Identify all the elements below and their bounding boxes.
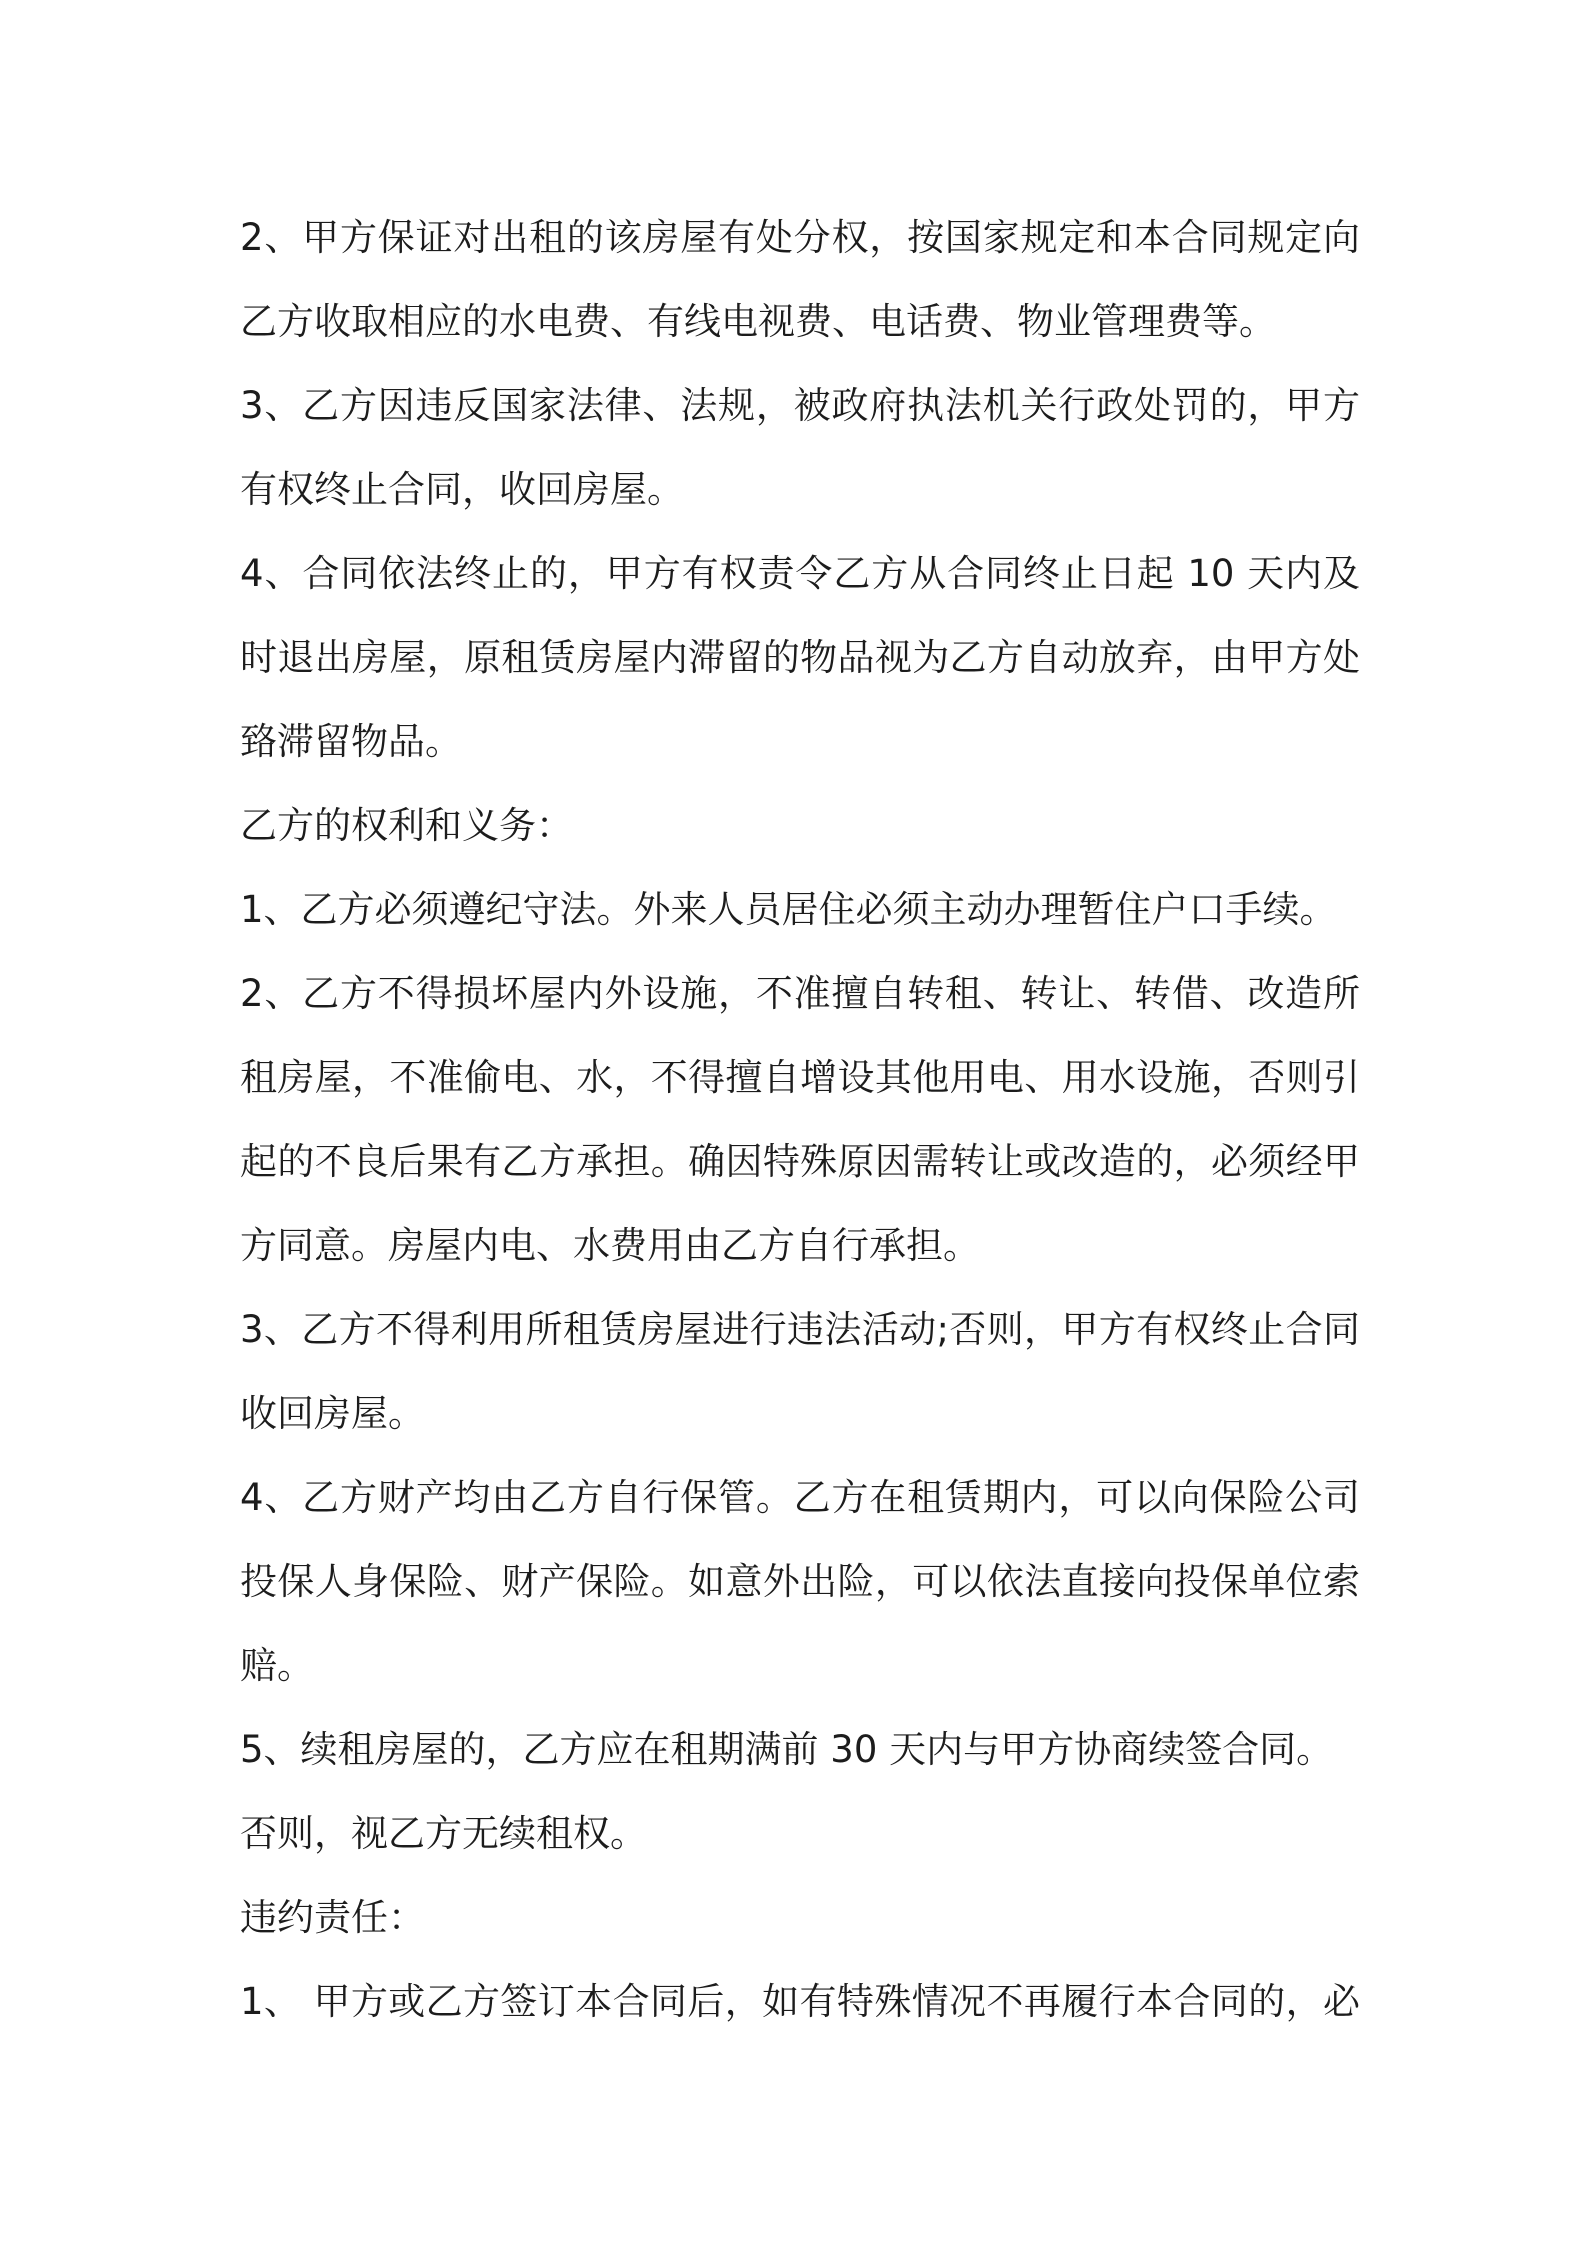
text-line: 有权终止合同，收回房屋。 (240, 468, 684, 511)
text-line: 3、乙方因违反国家法律、法规，被政府执法机关行政处罚的，甲方 (240, 384, 1360, 427)
text-line: 臵滞留物品。 (240, 720, 462, 763)
section-heading: 违约责任： (240, 1896, 425, 1939)
text-line: 2、乙方不得损坏屋内外设施，不准擅自转租、转让、转借、改造所 (240, 972, 1360, 1015)
text-line: 1、 甲方或乙方签订本合同后，如有特殊情况不再履行本合同的，必 (240, 1980, 1360, 2023)
text-line: 租房屋，不准偷电、水，不得擅自增设其他用电、用水设施，否则引 (240, 1056, 1360, 1099)
text-line: 起的不良后果有乙方承担。确因特殊原因需转让或改造的，必须经甲 (240, 1140, 1360, 1183)
text-line: 时退出房屋，原租赁房屋内滞留的物品视为乙方自动放弃，由甲方处 (240, 636, 1360, 679)
text-line: 4、合同依法终止的，甲方有权责令乙方从合同终止日起 10 天内及 (240, 552, 1360, 595)
text-line: 2、甲方保证对出租的该房屋有处分权，按国家规定和本合同规定向 (240, 216, 1360, 259)
text-line: 收回房屋。 (240, 1392, 425, 1435)
text-line: 乙方收取相应的水电费、有线电视费、电话费、物业管理费等。 (240, 300, 1276, 343)
text-line: 3、乙方不得利用所租赁房屋进行违法活动;否则，甲方有权终止合同 (240, 1308, 1360, 1351)
text-line: 1、乙方必须遵纪守法。外来人员居住必须主动办理暂住户口手续。 (240, 888, 1337, 931)
contract-text (240, 196, 1360, 2044)
text-line: 4、乙方财产均由乙方自行保管。乙方在租赁期内，可以向保险公司 (240, 1476, 1360, 1519)
text-line: 5、续租房屋的，乙方应在租期满前 30 天内与甲方协商续签合同。 (240, 1728, 1334, 1771)
text-line: 否则，视乙方无续租权。 (240, 1812, 647, 1855)
section-heading: 乙方的权利和义务： (240, 804, 573, 847)
text-line: 方同意。房屋内电、水费用由乙方自行承担。 (240, 1224, 980, 1267)
text-line: 投保人身保险、财产保险。如意外出险，可以依法直接向投保单位索 (240, 1560, 1360, 1603)
text-line: 赔。 (240, 1644, 314, 1687)
